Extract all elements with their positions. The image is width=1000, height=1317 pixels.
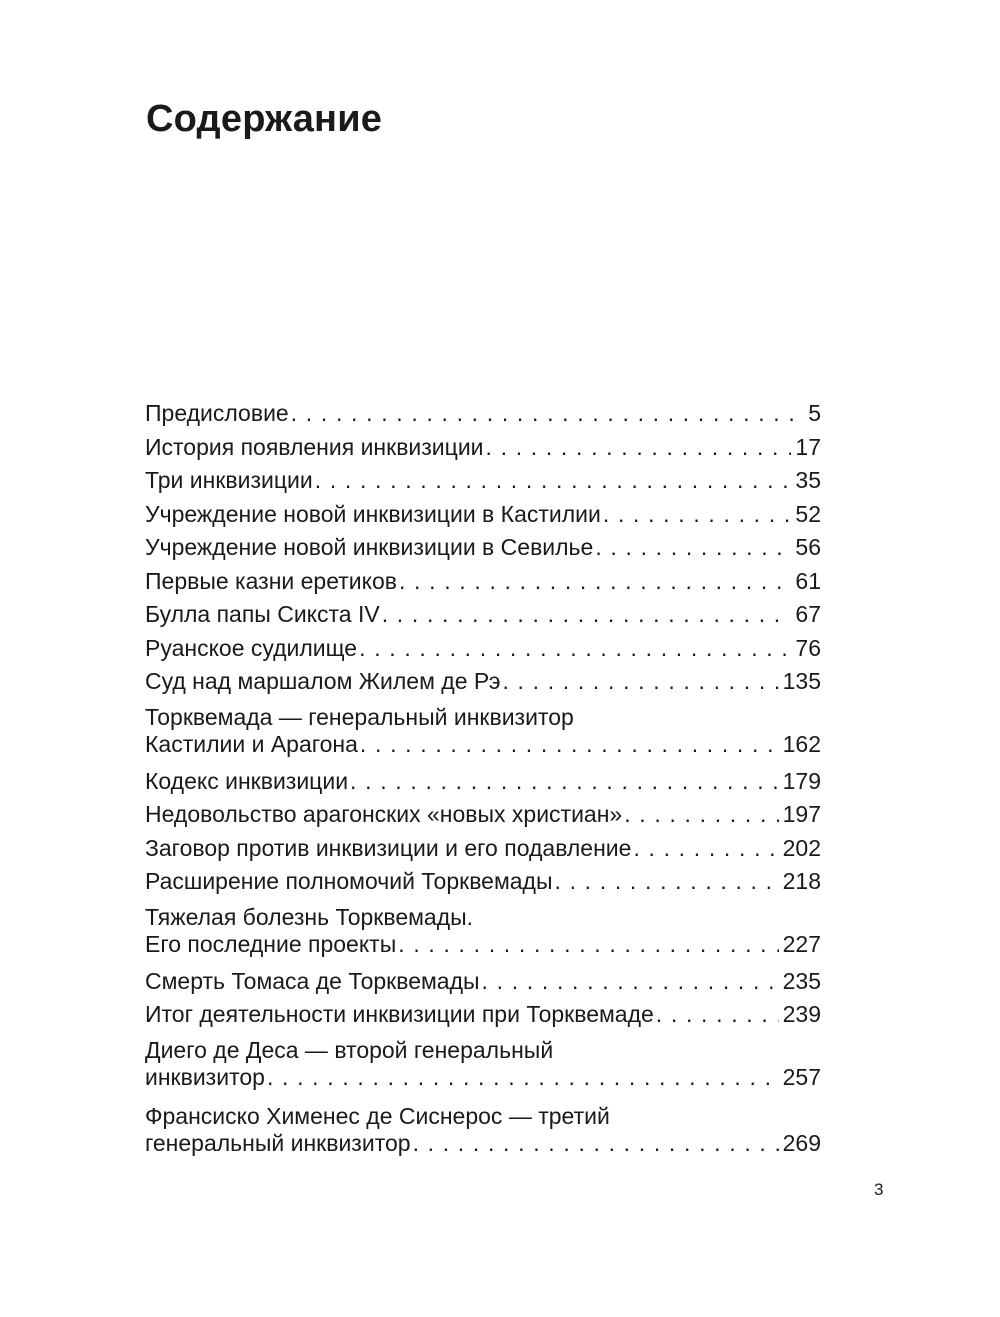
dot-leader <box>360 731 779 758</box>
toc-entry-title: Суд над маршалом Жилем де Рэ <box>145 668 501 694</box>
dot-leader <box>486 431 792 465</box>
toc-entry <box>145 598 821 632</box>
dot-leader <box>382 598 792 632</box>
toc-entry-page: 52 <box>795 500 821 527</box>
toc-entry-title: генеральный инквизитор <box>145 1130 411 1156</box>
toc-entry-title: Кастилии и Арагона <box>145 731 358 757</box>
toc-entry-page: 235 <box>782 967 821 994</box>
toc-entry-title-line: Торквемада — генеральный инквизитор <box>145 704 574 730</box>
dot-leader <box>413 1130 779 1157</box>
toc-entry-title: Заговор против инквизиции и его подавление <box>145 834 632 861</box>
toc-entry-title: Руанское судилище <box>145 634 358 661</box>
toc-entry-page: 257 <box>782 1064 821 1090</box>
toc-entry <box>145 1037 821 1098</box>
toc-entry-page: 35 <box>795 467 821 493</box>
toc-entry <box>145 832 821 866</box>
dot-leader <box>603 498 792 532</box>
toc-entry-title: Предисловие <box>145 400 289 426</box>
toc-entry-page: 218 <box>782 868 821 894</box>
toc-entry-page: 269 <box>782 1130 821 1156</box>
toc-entry <box>145 665 821 699</box>
page-number: 3 <box>874 1180 884 1199</box>
dot-leader <box>633 832 778 866</box>
toc-entry-page: 17 <box>795 433 821 460</box>
toc-entry-title: Его последние проекты <box>145 931 397 957</box>
toc-entry-page: 197 <box>782 801 821 827</box>
toc-entry-page: 56 <box>795 534 821 560</box>
toc-entry <box>145 531 821 565</box>
toc-entry-page: 135 <box>782 668 821 694</box>
toc-entry-page: 162 <box>782 731 821 757</box>
toc-entry <box>145 565 821 599</box>
toc-entry-page: 67 <box>795 601 821 627</box>
page-title: Содержание <box>146 98 383 140</box>
toc-entry-title: Смерть Томаса де Торквемады <box>145 967 480 994</box>
dot-leader <box>555 865 779 899</box>
dot-leader <box>624 798 778 832</box>
dot-leader <box>595 531 791 565</box>
toc-entry-page: 227 <box>782 931 821 957</box>
toc-entry-title: Учреждение новой инквизиции в Кастилии <box>145 500 601 527</box>
toc-entry <box>145 464 821 498</box>
dot-leader <box>398 931 778 958</box>
toc-entry <box>145 865 821 899</box>
toc-entry <box>145 704 821 765</box>
toc-entry-page: 5 <box>808 400 821 426</box>
toc-entry-title: Расширение полномочий Торквемады <box>145 868 553 894</box>
toc-entry <box>145 904 821 965</box>
toc-entry-page: 202 <box>782 834 821 861</box>
toc-entry <box>145 765 821 799</box>
toc-entry-page: 179 <box>782 767 821 794</box>
toc-entry-title: История появления инквизиции <box>145 433 484 460</box>
toc-entry-title: Учреждение новой инквизиции в Севилье <box>145 534 594 560</box>
dot-leader <box>502 665 778 699</box>
toc-entry <box>145 431 821 465</box>
toc-entry <box>145 632 821 666</box>
toc-entry-page: 61 <box>795 567 821 594</box>
toc-entry-title: Первые казни еретиков <box>145 567 397 594</box>
table-of-contents <box>145 397 821 1164</box>
toc-entry-title: Кодекс инквизиции <box>145 767 349 794</box>
toc-entry-title-line: Франсиско Хименес де Сиснерос — третий <box>145 1103 610 1129</box>
toc-entry-title-line: Диего де Деса — второй генеральный <box>145 1037 554 1063</box>
dot-leader <box>291 397 804 431</box>
dot-leader <box>350 765 779 799</box>
toc-entry-title: Булла папы Сикста IV <box>145 601 380 627</box>
toc-entry <box>145 965 821 999</box>
dot-leader <box>267 1064 779 1091</box>
dot-leader <box>399 565 791 599</box>
toc-entry <box>145 998 821 1032</box>
toc-entry-title: Итог деятельности инквизиции при Торквемаде <box>145 1001 654 1027</box>
toc-entry <box>145 798 821 832</box>
toc-entry-title: Три инквизиции <box>145 467 313 493</box>
dot-leader <box>315 464 792 498</box>
toc-entry-title: инквизитор <box>145 1064 265 1090</box>
toc-entry <box>145 397 821 431</box>
toc-entry-title: Недовольство арагонских «новых христиан» <box>145 801 623 827</box>
toc-entry-page: 76 <box>795 634 821 661</box>
dot-leader <box>359 632 791 666</box>
dot-leader <box>656 998 779 1032</box>
toc-entry-page: 239 <box>782 1001 821 1027</box>
toc-entry <box>145 498 821 532</box>
toc-entry <box>145 1103 821 1164</box>
dot-leader <box>482 965 779 999</box>
toc-entry-title-line: Тяжелая болезнь Торквемады. <box>145 904 474 930</box>
